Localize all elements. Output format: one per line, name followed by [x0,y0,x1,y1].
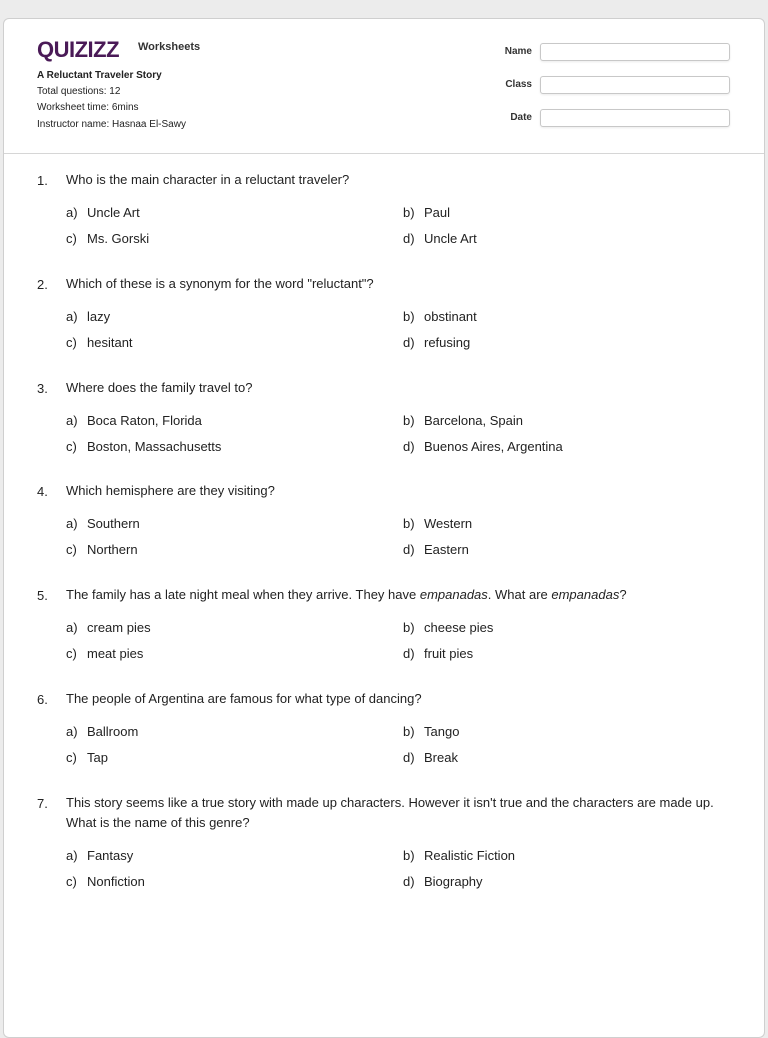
option-text: Uncle Art [424,231,477,246]
option-text: Fantasy [87,848,134,863]
instructor-name: Instructor name: Hasnaa El-Sawy [37,119,186,130]
option-text: Western [424,516,473,531]
question-text-part: . What are [487,587,552,602]
answer-option [66,413,202,428]
option-letter: a) [66,516,78,531]
answer-option [66,205,140,220]
answer-option [403,516,472,531]
option-letter: a) [66,724,78,739]
answer-option [403,335,470,350]
option-letter: d) [403,231,415,246]
option-text: Buenos Aires, Argentina [424,439,563,454]
option-text: obstinant [424,309,477,324]
option-letter: b) [403,848,415,863]
option-text: Uncle Art [87,205,140,220]
option-letter: c) [66,335,77,350]
option-text: cheese pies [424,620,494,635]
option-text: Biography [424,874,483,889]
worksheet-time: Worksheet time: 6mins [37,102,139,113]
option-letter: d) [403,874,415,889]
worksheet-title: A Reluctant Traveler Story [37,70,162,81]
option-text: Southern [87,516,140,531]
option-text: hesitant [87,335,133,350]
option-text: Tango [424,724,460,739]
question-text-part: ? [619,587,627,602]
question-number: 1. [37,173,48,188]
date-label: Date [510,112,532,123]
option-text: Tap [87,750,108,765]
question-text: Which hemisphere are they visiting? [66,483,275,498]
option-letter: b) [403,516,415,531]
answer-option [66,874,145,889]
answer-option [403,542,469,557]
option-letter: d) [403,750,415,765]
question-number: 3. [37,381,48,396]
option-text: Paul [424,205,451,220]
answer-option [403,231,477,246]
option-letter: c) [66,874,77,889]
question-text [66,585,726,605]
option-text: Eastern [424,542,469,557]
option-letter: a) [66,620,78,635]
answer-option [66,646,143,661]
answer-option [66,309,110,324]
date-field[interactable] [540,109,730,127]
option-text: cream pies [87,620,151,635]
option-text: meat pies [87,646,144,661]
answer-option [66,724,138,739]
option-letter: b) [403,309,415,324]
answer-option [66,231,149,246]
option-text: Boston, Massachusetts [87,439,222,454]
option-text: Nonfiction [87,874,145,889]
quizizz-logo: QUIZIZZ [37,37,120,62]
name-label: Name [504,46,532,57]
answer-option [403,205,450,220]
answer-option [66,620,151,635]
option-letter: d) [403,646,415,661]
answer-option [403,413,523,428]
option-letter: d) [403,439,415,454]
option-letter: c) [66,542,77,557]
question-text: Where does the family travel to? [66,380,253,395]
answer-option [66,516,140,531]
question-number: 6. [37,692,48,707]
total-questions: Total questions: 12 [37,86,121,97]
question-text-part: The family has a late night meal when they arrive. They have [66,587,420,602]
option-text: Realistic Fiction [424,848,516,863]
answer-option [403,724,459,739]
option-text: Boca Raton, Florida [87,413,202,428]
option-letter: a) [66,309,78,324]
option-letter: c) [66,646,77,661]
option-text: lazy [87,309,111,324]
question-text: Who is the main character in a reluctant traveler? [66,172,350,187]
worksheet-page [3,18,765,1038]
question-text-emphasis: empanadas [551,587,620,602]
answer-option [403,439,563,454]
option-text: Ms. Gorski [87,231,150,246]
option-letter: c) [66,439,77,454]
worksheet-header [4,19,764,154]
answer-option [66,750,108,765]
question-number: 2. [37,277,48,292]
class-field[interactable] [540,76,730,94]
option-text: refusing [424,335,471,350]
option-letter: b) [403,413,415,428]
question-text: Which of these is a synonym for the word "reluctant"? [66,276,374,291]
name-field[interactable] [540,43,730,61]
answer-option [403,646,473,661]
option-letter: b) [403,205,415,220]
option-text: Barcelona, Spain [424,413,524,428]
question-number: 7. [37,796,48,811]
option-text: fruit pies [424,646,474,661]
option-text: Northern [87,542,138,557]
answer-option [403,750,458,765]
option-letter: b) [403,620,415,635]
option-letter: a) [66,413,78,428]
answer-option [403,874,483,889]
option-text: Ballroom [87,724,139,739]
option-letter: d) [403,335,415,350]
answer-option [66,439,221,454]
answer-option [403,309,477,324]
option-letter: a) [66,205,78,220]
question-number: 4. [37,484,48,499]
answer-option [66,335,133,350]
answer-option [403,620,493,635]
answer-option [66,848,133,863]
class-label: Class [505,79,532,90]
option-letter: c) [66,231,77,246]
question-text: The people of Argentina are famous for what type of dancing? [66,691,422,706]
brand-subtitle: Worksheets [138,41,201,53]
option-letter: a) [66,848,78,863]
question-text: This story seems like a true story with made up characters. However it isn't true and the characters are made up. What is the name of this genre? [66,795,714,830]
option-text: Break [424,750,458,765]
option-letter: d) [403,542,415,557]
question-number: 5. [37,588,48,603]
answer-option [403,848,515,863]
question-text-emphasis: empanadas [419,587,488,602]
answer-option [66,542,138,557]
option-letter: b) [403,724,415,739]
option-letter: c) [66,750,77,765]
